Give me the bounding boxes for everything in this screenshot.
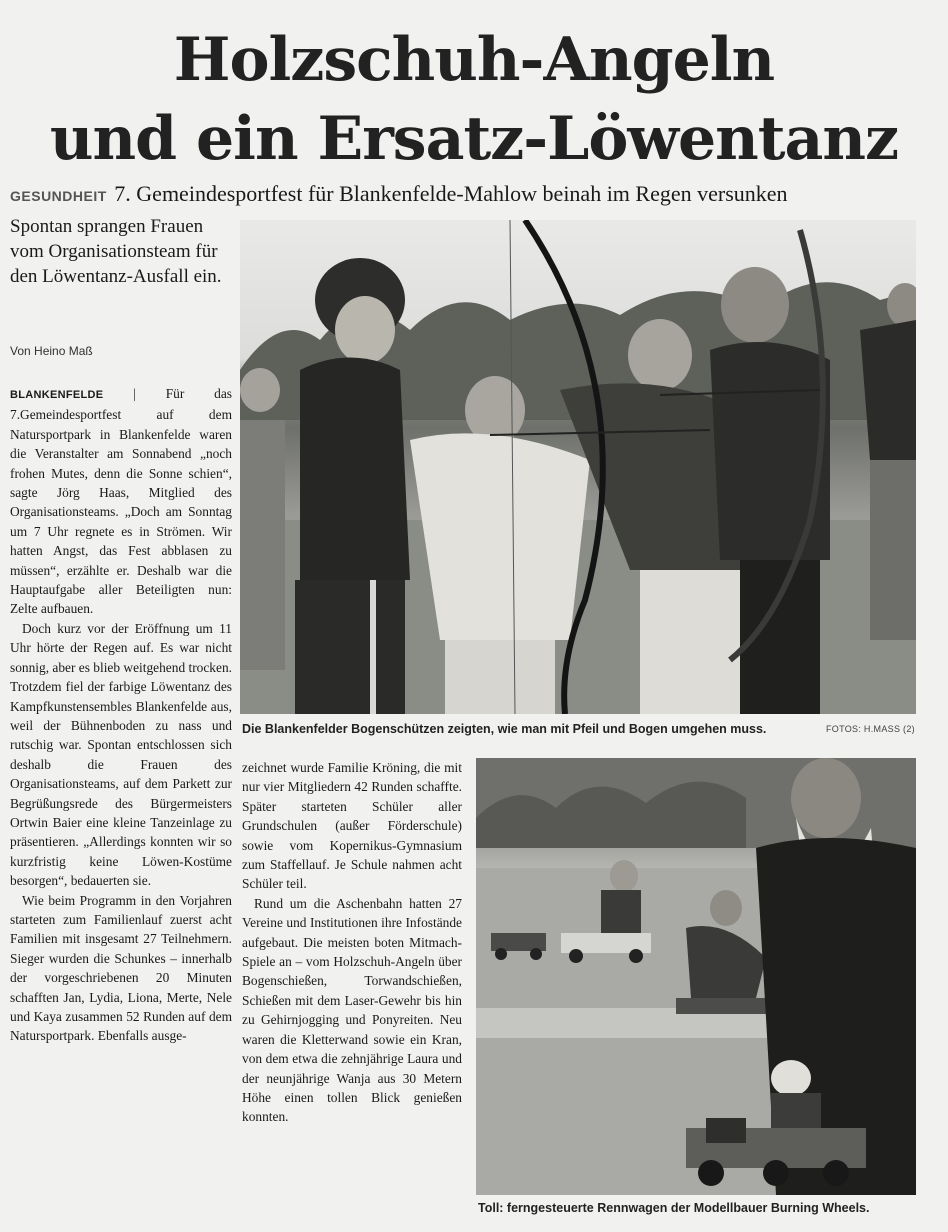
rc-cars-photo-illustration: [476, 758, 916, 1195]
rc-cars-photo: [476, 758, 916, 1195]
paragraph: Doch kurz vor der Eröffnung um 11 Uhr hörte der Regen auf. Es war nicht sonnig, aber es blieb weitgehend trocken. Trotzdem fiel der farbige Löwentanz des Kampfkunstensembles Blankenfelde aus, weil der Bühnenboden zu nass und rutschig war. Spontan entschlossen sich deshalb die Frauen des Organisationsteams, auf dem Parkett zur Begrüßungsrede des Bürgermeisters Ortwin Baier eine kleine Tanzeinlage zu präsentieren. „Allerdings konnten wir so kurzfristig keine Löwen-Kostüme besorgen“, bedauerten sie.: [10, 620, 232, 889]
archery-photo-illustration: [240, 220, 916, 714]
photo-credit: FOTOS: H.MASS (2): [826, 724, 915, 734]
paragraph: Rund um die Aschenbahn hatten 27 Vereine und Institutionen ihre Infostände aufgebaut. Die meisten boten Mitmach-Spiele an – vom Holzschuh-Angeln über Bogenschießen, Torwandschießen, Schießen mit dem Laser-Gewehr bis hin zu Gehirnjogging und Ponyreiten. Neu waren die Kletterwand sowie ein Kran, von dem etwa die zehnjährige Laura und der neunjährige Wanja aus 30 Metern Höhe einen tollen Blick genießen konnten.: [242, 895, 462, 1125]
article-column-1: [10, 384, 232, 1226]
paragraph-text: Für das 7.Gemeindesportfest auf dem Natursportpark in Blankenfelde waren die Veranstalter am Sonnabend „noch frohen Mutes, denn die Sonne schien“, sagte Jörg Haas, Mitglied des Organisationsteams. „Doch am Sonntag um 7 Uhr regnete es in Strömen. Wir hatten Angst, das Fest abblasen zu müssen“, erzählte er. Deshalb war die Hauptaufgabe aller Beteiligten nun: Zelte aufbauen.: [10, 386, 232, 617]
dateline: BLANKENFELDE: [10, 389, 104, 401]
paragraph: Wie beim Programm in den Vorjahren starteten zum Familienlauf zuerst acht Familien mit insgesamt 27 Teilnehmern. Sieger wurden die Schunkes – innerhalb der vorgeschriebenen 20 Minuten schafften Jan, Lydia, Liona, Merte, Nele und Kaya zusammen 52 Runden auf dem Natursportpark. Ebenfalls ausge-: [10, 892, 232, 1044]
section-kicker: GESUNDHEIT: [10, 188, 107, 204]
paragraph: zeichnet wurde Familie Kröning, die mit nur vier Mitgliedern 42 Runden schaffte. Später starteten Schüler aller Grundschulen (außer Förderschule) sowie vom Kopernikus-Gymnasium zum Staffellauf. Je Schule nahmen acht Schüler teil.: [242, 760, 462, 892]
article-column-2: [242, 758, 462, 1226]
paragraph: BLANKENFELDE | Für das 7.Gemeindesportfest auf dem Natursportpark in Blankenfelde waren die Veranstalter am Sonnabend „noch frohen Mutes, denn die Sonne schien“, sagte Jörg Haas, Mitglied des Organisationsteams. „Doch am Sonntag um 7 Uhr regnete es in Strömen. Wir hatten Angst, das Fest abblasen zu müssen“, erzählte er. Deshalb war die Hauptaufgabe aller Beteiligten nun: Zelte aufbauen.: [10, 386, 232, 617]
subheadline-text: 7. Gemeindesportfest für Blankenfelde-Mahlow beinah im Regen versunken: [114, 181, 788, 206]
headline-line-1: Holzschuh-Angeln: [173, 25, 775, 95]
rc-cars-photo-caption: Toll: ferngesteuerte Rennwagen der Modellbauer Burning Wheels.: [478, 1201, 870, 1215]
headline-line-2: und ein Ersatz-Löwentanz: [49, 104, 899, 174]
archery-photo: [240, 220, 916, 714]
byline: Von Heino Maß: [10, 344, 93, 358]
subheadline: [10, 180, 940, 210]
lead-paragraph: Spontan sprangen Frauen vom Organisationsteam für den Löwentanz-Ausfall ein.: [10, 216, 222, 287]
archery-photo-caption: Die Blankenfelder Bogenschützen zeigten, wie man mit Pfeil und Bogen umgehen muss.: [242, 722, 767, 736]
